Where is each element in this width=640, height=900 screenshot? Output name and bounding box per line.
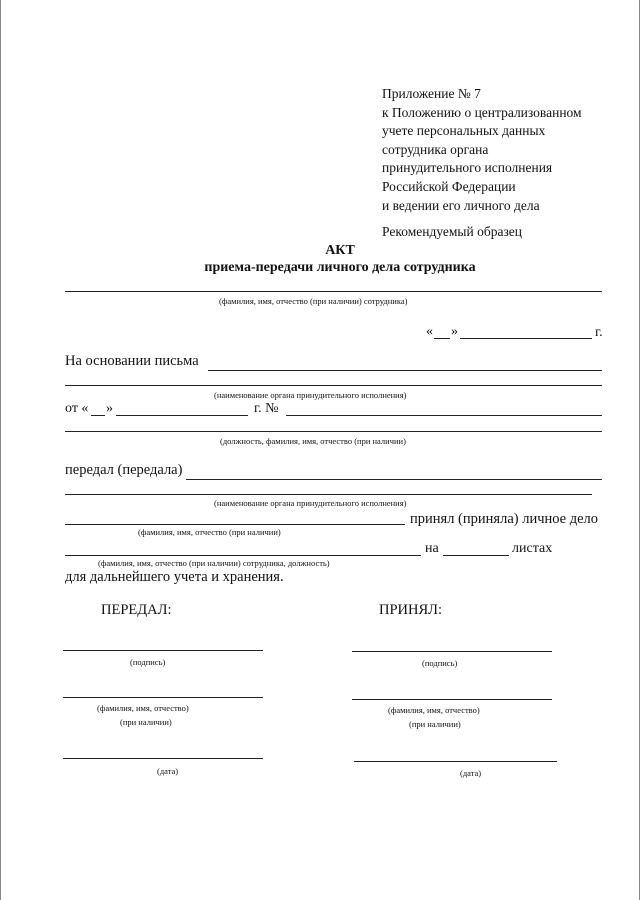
basis-letter-line[interactable]	[208, 370, 602, 371]
date-month-line[interactable]	[460, 338, 592, 339]
signature-caption-right: (подпись)	[422, 658, 458, 668]
document-subtitle: приема-передачи личного дела сотрудника	[204, 260, 476, 275]
fio-caption-left: (фамилия, имя, отчество)	[97, 703, 189, 713]
org-name-line-1[interactable]	[65, 385, 602, 386]
from-g-no: г. №	[254, 401, 279, 416]
appendix-line: Приложение № 7	[382, 86, 481, 101]
org-name-caption-2: (наименование органа принудительного исполнения)	[214, 498, 407, 508]
from-close-quote: »	[106, 401, 113, 416]
sample-label: Рекомендуемый образец	[382, 224, 523, 239]
date-day-line[interactable]	[434, 338, 450, 339]
appendix-line: и ведении его личного дела	[382, 197, 540, 213]
fio-caption-right: (фамилия, имя, отчество)	[388, 705, 480, 715]
appendix-line: учете персональных данных	[382, 123, 546, 139]
accepted-heading: ПРИНЯЛ:	[379, 602, 443, 618]
employee-fio-position-caption: (фамилия, имя, отчество (при наличии) сотрудника, должность)	[98, 558, 330, 568]
date-line-left[interactable]	[63, 758, 263, 759]
signature-line-right[interactable]	[352, 651, 552, 652]
sheets-label: листах	[512, 541, 553, 556]
scan-edge-left	[0, 0, 1, 900]
transferred-heading: ПЕРЕДАЛ:	[101, 602, 172, 618]
appendix-line: сотрудника органа	[382, 141, 489, 157]
fio-caption-left-2: (при наличии)	[120, 717, 172, 727]
date-open-quote: «	[426, 324, 433, 339]
from-prefix: от «	[65, 401, 89, 416]
date-close-quote: »	[451, 324, 458, 339]
position-fio-caption: (должность, фамилия, имя, отчество (при наличии)	[220, 436, 406, 446]
appendix-block	[382, 85, 582, 215]
sheets-count-line[interactable]	[443, 555, 509, 556]
fio-line-left[interactable]	[63, 697, 263, 698]
accepted-label: принял (приняла) личное дело	[410, 511, 599, 527]
org-name-line-2[interactable]	[65, 494, 592, 495]
letter-number-line[interactable]	[286, 415, 602, 416]
signature-line-left[interactable]	[63, 650, 263, 651]
basis-label: На основании письма	[65, 353, 199, 369]
purpose-text: для дальнейшего учета и хранения.	[65, 569, 284, 585]
employee-fio-caption: (фамилия, имя, отчество (при наличии) сотрудника)	[219, 296, 408, 306]
document-title: АКТ	[325, 243, 355, 258]
employee-fio-line[interactable]	[65, 291, 602, 292]
transferred-line[interactable]	[186, 479, 602, 480]
position-fio-line[interactable]	[65, 431, 602, 432]
fio-optional-caption: (фамилия, имя, отчество (при наличии)	[138, 527, 281, 537]
accepted-fio-line[interactable]	[65, 524, 405, 525]
org-name-caption-1: (наименование органа принудительного исполнения)	[214, 390, 407, 400]
appendix-line: Российской Федерации	[382, 178, 516, 194]
date-year-suffix: г.	[595, 325, 603, 340]
date-line-right[interactable]	[354, 761, 557, 762]
fio-line-right[interactable]	[352, 699, 552, 700]
appendix-line: принудительного исполнения	[382, 160, 553, 176]
appendix-line: к Положению о централизованном	[382, 104, 582, 120]
on-label: на	[425, 541, 439, 556]
employee-fio-position-line[interactable]	[65, 555, 421, 556]
date-caption-right: (дата)	[460, 768, 482, 778]
from-day-line[interactable]	[91, 415, 105, 416]
fio-caption-right-2: (при наличии)	[409, 719, 461, 729]
transferred-label: передал (передала)	[65, 462, 183, 478]
signature-caption-left: (подпись)	[130, 657, 166, 667]
from-month-line[interactable]	[116, 415, 248, 416]
date-caption-left: (дата)	[157, 766, 179, 776]
